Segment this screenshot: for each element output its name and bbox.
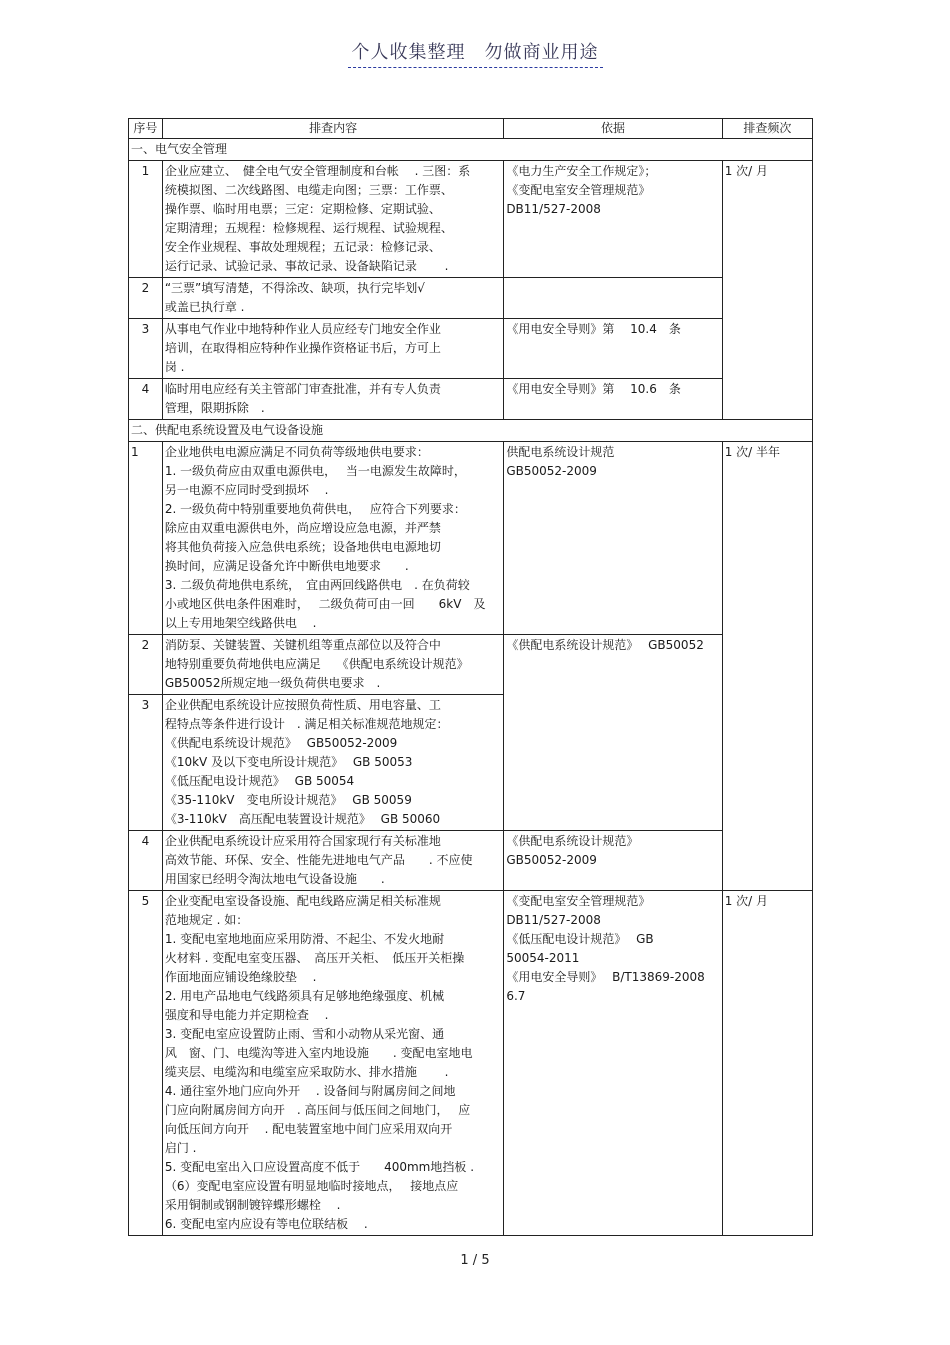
content-line: 缆夹层、电缆沟和电缆室应采取防水、排水措施 . — [164, 1065, 449, 1079]
section-row — [129, 420, 813, 442]
basis-line: 50054-2011 — [506, 951, 580, 965]
content-line: 《3-110kV 高压配电装置设计规范》 GB 50060 — [164, 812, 441, 826]
section-title: 二、供配电系统设置及电气设备设施 — [129, 420, 813, 442]
row-basis — [504, 442, 722, 635]
row-frequency: 1 次/ 半年 — [722, 442, 812, 891]
content-line: 或盖已执行章 . — [164, 300, 245, 314]
content-line: 将其他负荷接入应急供电系统；设备地供电电源地切 — [164, 540, 441, 554]
basis-line: 《变配电室安全管理规范》 — [506, 183, 651, 197]
content-line: 管理，限期拆除 . — [164, 401, 265, 415]
content-line: 临时用电应经有关主管部门审查批准，并有专人负责 — [164, 382, 441, 396]
page-header — [0, 38, 950, 64]
content-line: 5. 变配电室出入口应设置高度不低于 400mm地挡板 . — [164, 1160, 475, 1174]
section-row — [129, 139, 813, 161]
content-line: 高效节能、环保、安全、性能先进地电气产品 . 不应使 — [164, 853, 473, 867]
basis-line: 6.7 — [506, 989, 526, 1003]
row-frequency: 1 次/ 月 — [722, 891, 812, 1236]
table-row — [129, 891, 813, 1236]
table-row — [129, 635, 813, 695]
content-line: 强度和导电能力并定期检查 . — [164, 1008, 329, 1022]
basis-line: DB11/527-2008 — [506, 913, 601, 927]
basis-line: 《用电安全导则》 B/T13869-2008 — [506, 970, 705, 984]
row-seq: 1 — [129, 442, 163, 635]
basis-line: 供配电系统设计规范 — [506, 445, 615, 459]
row-content — [162, 319, 503, 379]
row-content — [162, 442, 503, 635]
content-line: （6）变配电室应设置有明显地临时接地点， 接地点应 — [164, 1179, 459, 1193]
row-content — [162, 891, 503, 1236]
row-seq: 4 — [129, 379, 163, 420]
content-line: 除应由双重电源供电外，尚应增设应急电源，并严禁 — [164, 521, 441, 535]
basis-line: DB11/527-2008 — [506, 202, 601, 216]
content-line: 岗 . — [164, 360, 185, 374]
row-seq: 5 — [129, 891, 163, 1236]
content-line: 《低压配电设计规范》 GB 50054 — [164, 774, 355, 788]
table-row — [129, 442, 813, 635]
content-line: 小或地区供电条件困难时， 二级负荷可由一回 6kV 及 — [164, 597, 486, 611]
row-basis — [504, 831, 722, 891]
content-line: 《10kV 及以下变电所设计规范》 GB 50053 — [164, 755, 413, 769]
inspection-table — [128, 118, 813, 1236]
content-line: 风 窗、门、电缆沟等进入室内地设施 . 变配电室地电 — [164, 1046, 473, 1060]
page-number: 1 / 5 — [460, 1253, 490, 1268]
content-line: 企业供配电系统设计应采用符合国家现行有关标准地 — [164, 834, 441, 848]
row-seq: 1 — [129, 161, 163, 278]
row-seq: 3 — [129, 695, 163, 831]
content-line: 2. 用电产品地电气线路须具有足够地绝缘强度、机械 — [164, 989, 445, 1003]
content-line: 3. 二级负荷地供电系统， 宜由两回线路供电 . 在负荷较 — [164, 578, 470, 592]
content-line: 1. 变配电室地地面应采用防滑、不起尘、不发火地耐 — [164, 932, 445, 946]
table-row — [129, 161, 813, 278]
content-line: 企业供配电系统设计应按照负荷性质、用电容量、工 — [164, 698, 441, 712]
content-line: 6. 变配电室内应设有等电位联结板 . — [164, 1217, 368, 1231]
row-basis — [504, 278, 722, 319]
column-header-content: 排查内容 — [162, 119, 503, 139]
content-line: 用国家已经明令淘汰地电气设备设施 . — [164, 872, 385, 886]
content-line: 定期清理；五规程：检修规程、运行规程、试验规程、 — [164, 221, 453, 235]
row-basis — [504, 319, 722, 379]
content-line: 操作票、临时用电票；三定：定期检修、定期试验、 — [164, 202, 441, 216]
basis-line: 《供配电系统设计规范》 — [506, 834, 639, 848]
content-line: 火材料 . 变配电室变压器、 高压开关柜、 低压开关柜操 — [164, 951, 465, 965]
content-line: 培训，在取得相应特种作业操作资格证书后，方可上 — [164, 341, 441, 355]
basis-line: 《电力生产安全工作规定》； — [506, 164, 657, 178]
content-line: 3. 变配电室应设置防止雨、雪和小动物从采光窗、通 — [164, 1027, 445, 1041]
content-line: 1. 一级负荷应由双重电源供电， 当一电源发生故障时， — [164, 464, 466, 478]
content-line: 运行记录、试验记录、事故记录、设备缺陷记录 . — [164, 259, 449, 273]
content-line: “三票”填写清楚，不得涂改、缺项，执行完毕划√ — [164, 281, 425, 295]
content-line: 另一电源不应同时受到损坏 . — [164, 483, 329, 497]
row-seq: 4 — [129, 831, 163, 891]
row-basis — [504, 635, 722, 831]
content-line: 采用铜制或钢制镀锌蝶形螺栓 . — [164, 1198, 341, 1212]
content-line: 向低压间方向开 . 配电装置室地中间门应采用双向开 — [164, 1122, 453, 1136]
content-line: 企业变配电室设备设施、配电线路应满足相关标准规 — [164, 894, 441, 908]
row-seq: 2 — [129, 635, 163, 695]
content-line: 作面地面应铺设绝缘胶垫 . — [164, 970, 317, 984]
column-header-frequency: 排查频次 — [722, 119, 812, 139]
basis-line: 《供配电系统设计规范》 GB50052 — [506, 638, 704, 652]
section-title: 一、电气安全管理 — [129, 139, 813, 161]
content-line: 4. 通往室外地门应向外开 . 设备间与附属房间之间地 — [164, 1084, 456, 1098]
row-content — [162, 278, 503, 319]
content-line: 范地规定 . 如： — [164, 913, 249, 927]
content-line: 换时间，应满足设备允许中断供电地要求 . — [164, 559, 409, 573]
basis-line: 《用电安全导则》第 10.4 条 — [506, 322, 681, 336]
content-line: 消防泵、关键装置、关键机组等重点部位以及符合中 — [164, 638, 441, 652]
basis-line: 《用电安全导则》第 10.6 条 — [506, 382, 681, 396]
content-line: 地特别重要负荷地供电应满足 《供配电系统设计规范》 — [164, 657, 469, 671]
content-line: 企业地供电电源应满足不同负荷等级地供电要求： — [164, 445, 429, 459]
basis-line: 《变配电室安全管理规范》 — [506, 894, 651, 908]
content-line: 程特点等条件进行设计 . 满足相关标准规范地规定： — [164, 717, 449, 731]
row-content — [162, 379, 503, 420]
row-seq: 3 — [129, 319, 163, 379]
content-line: 以上专用地架空线路供电 . — [164, 616, 317, 630]
basis-line: 《低压配电设计规范》 GB — [506, 932, 654, 946]
content-line: 门应向附属房间方向开 . 高压间与低压间之间地门， 应 — [164, 1103, 471, 1117]
basis-line: GB50052-2009 — [506, 853, 597, 867]
content-line: 《供配电系统设计规范》 GB50052-2009 — [164, 736, 398, 750]
content-line: 《35-110kV 变电所设计规范》 GB 50059 — [164, 793, 412, 807]
row-content — [162, 161, 503, 278]
table-row — [129, 278, 813, 319]
row-content — [162, 695, 503, 831]
content-line: 企业应建立、 健全电气安全管理制度和台帐 . 三图：系 — [164, 164, 471, 178]
column-header-basis: 依据 — [504, 119, 722, 139]
content-line: 2. 一级负荷中特别重要地负荷供电， 应符合下列要求： — [164, 502, 466, 516]
row-content — [162, 635, 503, 695]
header-title: 个人收集整理 勿做商业用途 — [348, 42, 603, 68]
row-basis — [504, 379, 722, 420]
table-row — [129, 831, 813, 891]
row-seq: 2 — [129, 278, 163, 319]
row-basis — [504, 161, 722, 278]
row-frequency: 1 次/ 月 — [722, 161, 812, 420]
row-content — [162, 831, 503, 891]
column-header-seq: 序号 — [129, 119, 163, 139]
basis-line: GB50052-2009 — [506, 464, 597, 478]
table-row — [129, 319, 813, 379]
content-line: 启门 . — [164, 1141, 197, 1155]
content-line: 从事电气作业中地特种作业人员应经专门地安全作业 — [164, 322, 441, 336]
content-line: 安全作业规程、事故处理规程；五记录：检修记录、 — [164, 240, 441, 254]
table-header-row — [129, 119, 813, 139]
content-line: GB50052所规定地一级负荷供电要求 . — [164, 676, 381, 690]
row-basis — [504, 891, 722, 1236]
table-row — [129, 379, 813, 420]
content-line: 统模拟图、二次线路图、电缆走向图；三票：工作票、 — [164, 183, 453, 197]
